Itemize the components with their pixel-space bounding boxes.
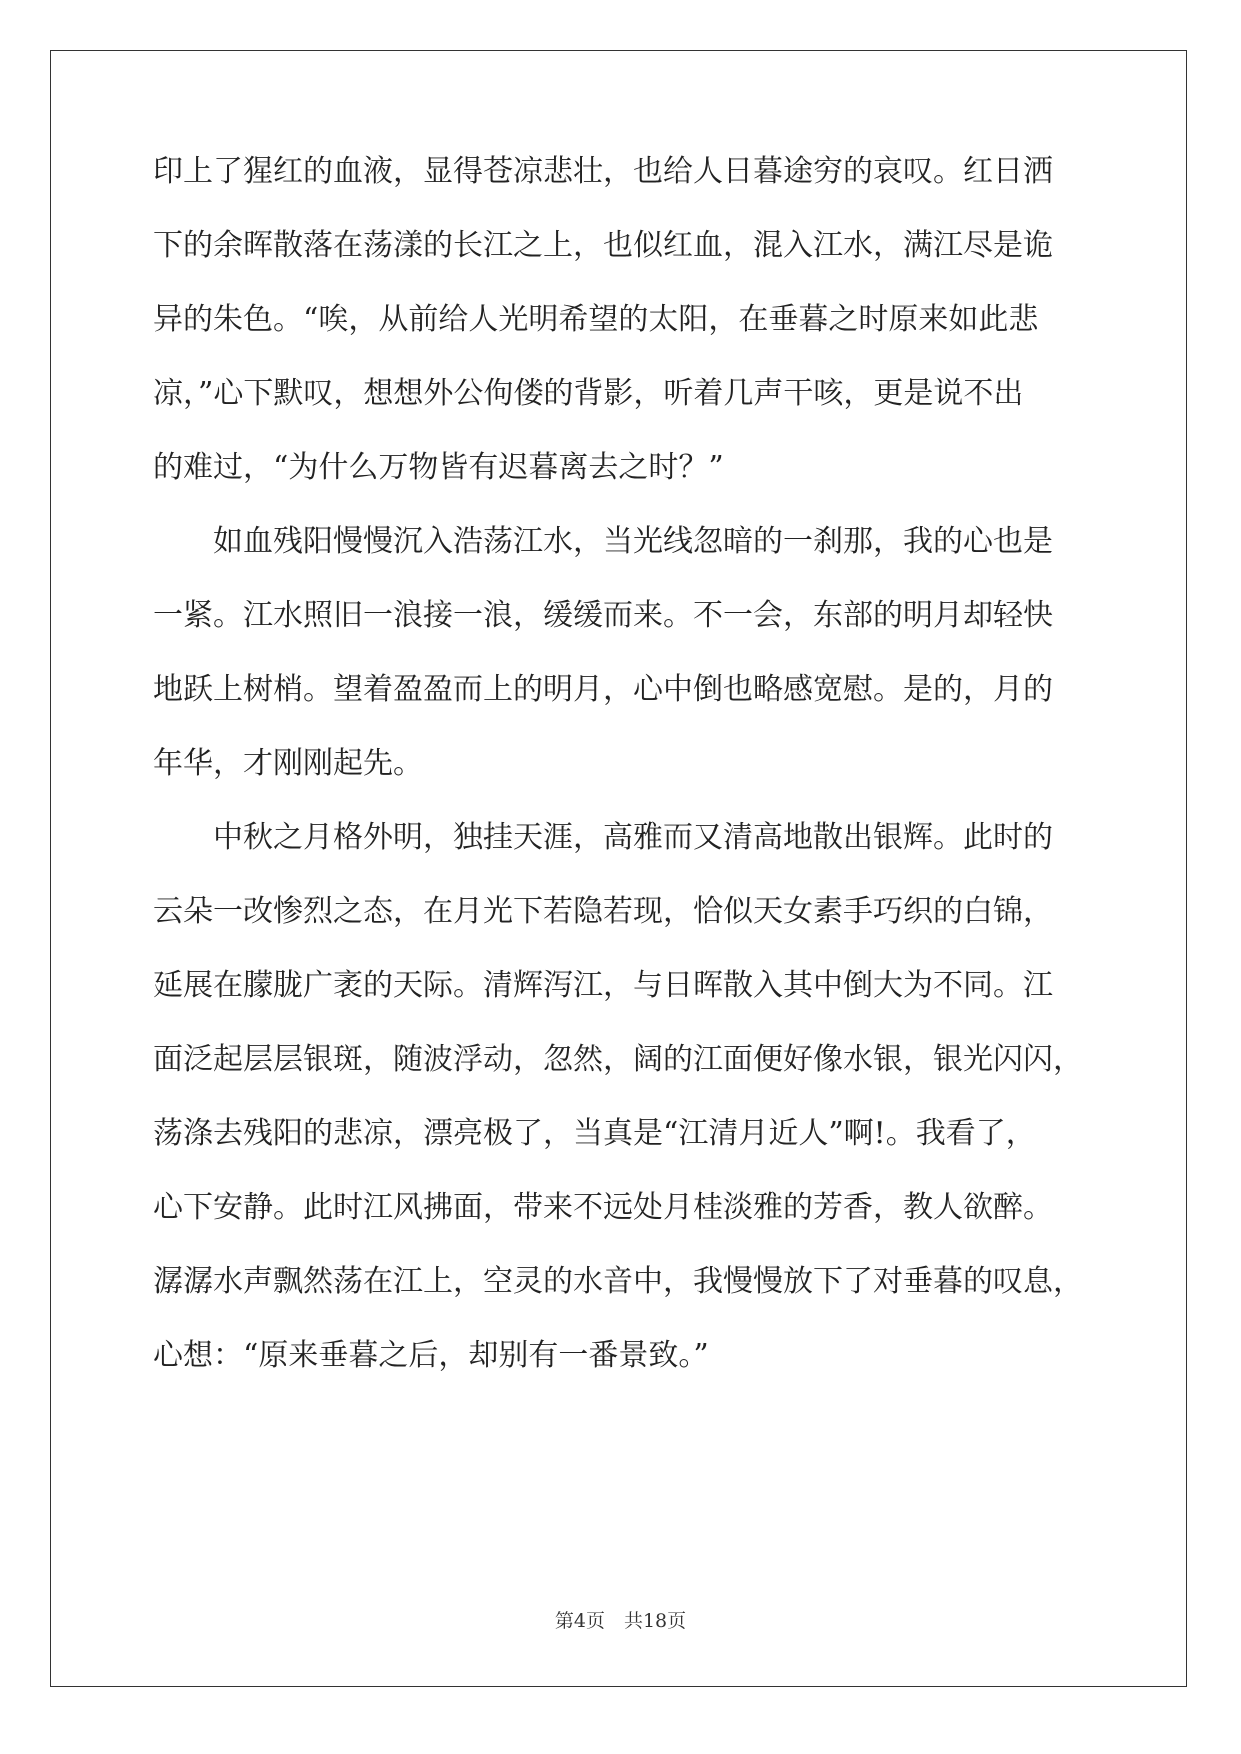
text-line: 中秋之月格外明，独挂天涯，高雅而又清高地散出银辉。此时的 bbox=[153, 820, 1053, 855]
text-line: 一紧。江水照旧一浪接一浪，缓缓而来。不一会，东部的明月却轻快 bbox=[153, 598, 1053, 633]
text-line: 下的余晖散落在荡漾的长江之上，也似红血，混入江水，满江尽是诡 bbox=[153, 228, 1053, 263]
text-line: 如血残阳慢慢沉入浩荡江水，当光线忽暗的一刹那，我的心也是 bbox=[153, 524, 1053, 559]
page-number-footer: 第4页 共18页 bbox=[554, 1610, 687, 1632]
text-line: 地跃上树梢。望着盈盈而上的明月，心中倒也略感宽慰。是的，月的 bbox=[153, 672, 1053, 707]
text-line: 年华，才刚刚起先。 bbox=[153, 746, 423, 781]
text-line: 云朵一改惨烈之态，在月光下若隐若现，恰似天女素手巧织的白锦， bbox=[153, 894, 1053, 929]
text-line: 凉，”心下默叹，想想外公佝偻的背影，听着几声干咳，更是说不出 bbox=[153, 376, 1024, 411]
text-line: 心想：“原来垂暮之后，却别有一番景致。” bbox=[153, 1338, 709, 1373]
text-line: 面泛起层层银斑，随波浮动，忽然，阔的江面便好像水银，银光闪闪， bbox=[153, 1042, 1083, 1077]
text-line: 异的朱色。“唉，从前给人光明希望的太阳，在垂暮之时原来如此悲 bbox=[153, 302, 1039, 337]
text-line: 心下安静。此时江风拂面，带来不远处月桂淡雅的芳香，教人欲醉。 bbox=[153, 1190, 1053, 1225]
text-line: 潺潺水声飘然荡在江上，空灵的水音中，我慢慢放下了对垂暮的叹息， bbox=[153, 1264, 1083, 1299]
text-line: 印上了猩红的血液，显得苍凉悲壮，也给人日暮途穷的哀叹。红日洒 bbox=[153, 154, 1053, 189]
text-line: 的难过，“为什么万物皆有迟暮离去之时？” bbox=[153, 450, 724, 485]
text-line: 荡涤去残阳的悲凉，漂亮极了，当真是“江清月近人”啊!。我看了， bbox=[153, 1116, 1036, 1151]
text-line: 延展在朦胧广袤的天际。清辉泻江，与日晖散入其中倒大为不同。江 bbox=[153, 968, 1053, 1003]
